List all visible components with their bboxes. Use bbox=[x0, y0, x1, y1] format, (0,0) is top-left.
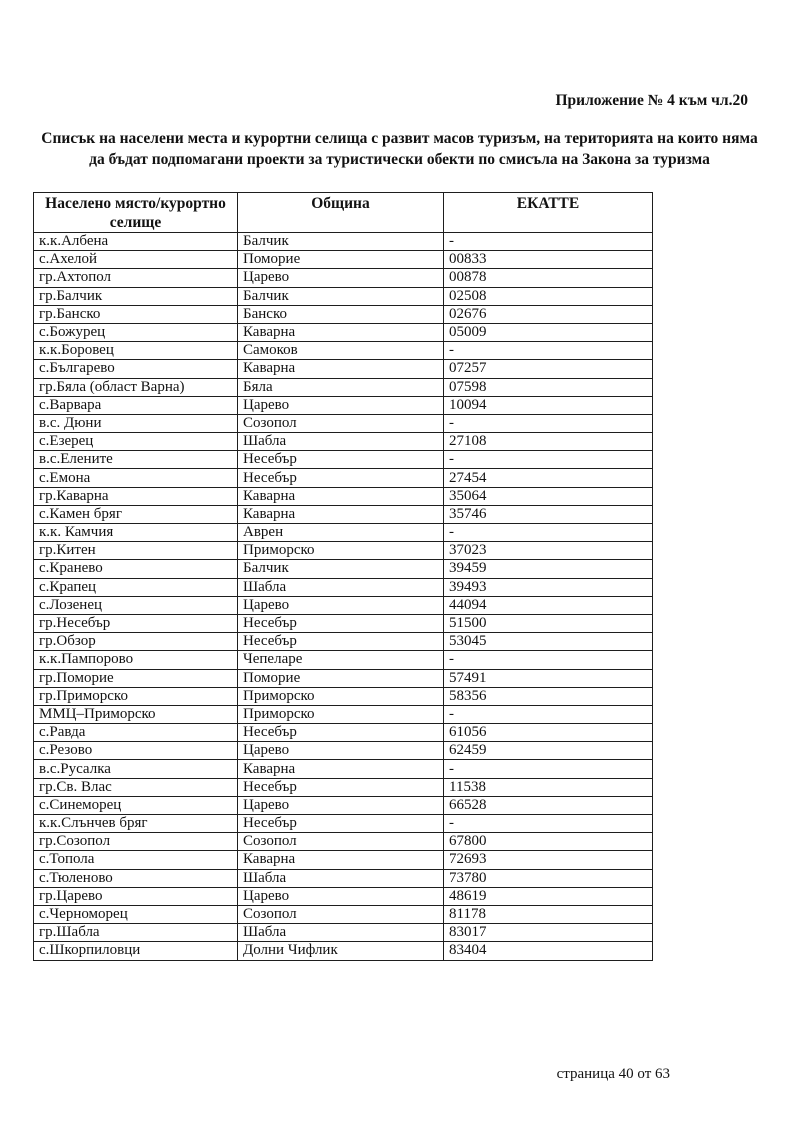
document-title: Списък на населени места и курортни селища с развит масов туризъм, на територията на които няма да бъдат подпомагани проекти за туристически обекти по смисъла на Закона за туризма bbox=[41, 130, 758, 168]
table-row bbox=[34, 233, 653, 251]
table-row bbox=[34, 251, 653, 269]
cell-municipality: Приморско bbox=[238, 542, 444, 560]
cell-municipality: Приморско bbox=[238, 705, 444, 723]
cell-settlement: гр.Приморско bbox=[34, 687, 238, 705]
cell-ekatte: 39459 bbox=[444, 560, 653, 578]
cell-settlement: к.к.Албена bbox=[34, 233, 238, 251]
cell-municipality: Несебър bbox=[238, 815, 444, 833]
cell-settlement: гр.Бяла (област Варна) bbox=[34, 378, 238, 396]
cell-settlement: к.к. Камчия bbox=[34, 524, 238, 542]
cell-municipality: Созопол bbox=[238, 414, 444, 432]
table-row bbox=[34, 451, 653, 469]
table-row bbox=[34, 942, 653, 960]
cell-settlement: с.Резово bbox=[34, 742, 238, 760]
table-row bbox=[34, 705, 653, 723]
cell-municipality: Созопол bbox=[238, 905, 444, 923]
cell-municipality: Каварна bbox=[238, 760, 444, 778]
cell-ekatte: 58356 bbox=[444, 687, 653, 705]
settlements-table bbox=[33, 192, 653, 961]
cell-settlement: к.к.Пампорово bbox=[34, 651, 238, 669]
cell-municipality: Несебър bbox=[238, 778, 444, 796]
cell-settlement: с.Черноморец bbox=[34, 905, 238, 923]
cell-municipality: Каварна bbox=[238, 487, 444, 505]
table-row bbox=[34, 323, 653, 341]
table-row bbox=[34, 596, 653, 614]
cell-ekatte: - bbox=[444, 651, 653, 669]
cell-settlement: к.к.Слънчев бряг bbox=[34, 815, 238, 833]
table-row bbox=[34, 760, 653, 778]
cell-settlement: гр.Созопол bbox=[34, 833, 238, 851]
cell-settlement: гр.Царево bbox=[34, 887, 238, 905]
cell-settlement: в.с.Елените bbox=[34, 451, 238, 469]
cell-ekatte: 72693 bbox=[444, 851, 653, 869]
cell-municipality: Бяла bbox=[238, 378, 444, 396]
cell-settlement: гр.Шабла bbox=[34, 924, 238, 942]
cell-settlement: к.к.Боровец bbox=[34, 342, 238, 360]
cell-settlement: с.Топола bbox=[34, 851, 238, 869]
cell-ekatte: 02676 bbox=[444, 305, 653, 323]
cell-municipality: Поморие bbox=[238, 251, 444, 269]
cell-municipality: Балчик bbox=[238, 233, 444, 251]
table-row bbox=[34, 378, 653, 396]
cell-ekatte: 37023 bbox=[444, 542, 653, 560]
cell-ekatte: 39493 bbox=[444, 578, 653, 596]
cell-ekatte: 07257 bbox=[444, 360, 653, 378]
page-number: страница 40 от 63 bbox=[556, 1066, 670, 1082]
cell-ekatte: 44094 bbox=[444, 596, 653, 614]
cell-municipality: Созопол bbox=[238, 833, 444, 851]
col-header-municipality: Община bbox=[238, 193, 444, 233]
table-row bbox=[34, 542, 653, 560]
cell-settlement: гр.Каварна bbox=[34, 487, 238, 505]
table-row bbox=[34, 851, 653, 869]
cell-municipality: Несебър bbox=[238, 724, 444, 742]
cell-ekatte: 53045 bbox=[444, 633, 653, 651]
cell-ekatte: - bbox=[444, 342, 653, 360]
table-row bbox=[34, 614, 653, 632]
table-row bbox=[34, 396, 653, 414]
cell-municipality: Шабла bbox=[238, 924, 444, 942]
table-row bbox=[34, 633, 653, 651]
table-row bbox=[34, 287, 653, 305]
col-header-settlement: Населено място/курортно селище bbox=[34, 193, 238, 233]
cell-ekatte: 48619 bbox=[444, 887, 653, 905]
table-row bbox=[34, 669, 653, 687]
table-row bbox=[34, 433, 653, 451]
cell-municipality: Самоков bbox=[238, 342, 444, 360]
col-header-ekatte: ЕКАТТЕ bbox=[444, 193, 653, 233]
cell-settlement: в.с.Русалка bbox=[34, 760, 238, 778]
cell-ekatte: 67800 bbox=[444, 833, 653, 851]
cell-municipality: Каварна bbox=[238, 323, 444, 341]
table-row bbox=[34, 578, 653, 596]
table-row bbox=[34, 505, 653, 523]
cell-ekatte: - bbox=[444, 760, 653, 778]
cell-settlement: гр.Несебър bbox=[34, 614, 238, 632]
cell-ekatte: 00833 bbox=[444, 251, 653, 269]
cell-municipality: Приморско bbox=[238, 687, 444, 705]
table-row bbox=[34, 414, 653, 432]
cell-settlement: с.Варвара bbox=[34, 396, 238, 414]
table-row bbox=[34, 796, 653, 814]
table-row bbox=[34, 487, 653, 505]
cell-municipality: Банско bbox=[238, 305, 444, 323]
cell-ekatte: 83404 bbox=[444, 942, 653, 960]
cell-settlement: гр.Поморие bbox=[34, 669, 238, 687]
cell-municipality: Шабла bbox=[238, 578, 444, 596]
cell-ekatte: 61056 bbox=[444, 724, 653, 742]
cell-ekatte: 62459 bbox=[444, 742, 653, 760]
table-row bbox=[34, 924, 653, 942]
table-row bbox=[34, 524, 653, 542]
cell-municipality: Несебър bbox=[238, 614, 444, 632]
cell-settlement: с.Езерец bbox=[34, 433, 238, 451]
cell-ekatte: 00878 bbox=[444, 269, 653, 287]
table-row bbox=[34, 360, 653, 378]
cell-settlement: гр.Китен bbox=[34, 542, 238, 560]
cell-settlement: с.Българево bbox=[34, 360, 238, 378]
cell-ekatte: 27454 bbox=[444, 469, 653, 487]
cell-settlement: с.Божурец bbox=[34, 323, 238, 341]
cell-municipality: Царево bbox=[238, 742, 444, 760]
table-row bbox=[34, 742, 653, 760]
cell-ekatte: 57491 bbox=[444, 669, 653, 687]
cell-settlement: с.Равда bbox=[34, 724, 238, 742]
annex-reference: Приложение № 4 към чл.20 bbox=[555, 92, 748, 109]
table-row bbox=[34, 905, 653, 923]
cell-ekatte: - bbox=[444, 233, 653, 251]
table-row bbox=[34, 469, 653, 487]
cell-municipality: Несебър bbox=[238, 451, 444, 469]
cell-ekatte: 83017 bbox=[444, 924, 653, 942]
cell-municipality: Царево bbox=[238, 269, 444, 287]
cell-ekatte: - bbox=[444, 451, 653, 469]
cell-ekatte: 10094 bbox=[444, 396, 653, 414]
table-row bbox=[34, 269, 653, 287]
table-row bbox=[34, 687, 653, 705]
table-row bbox=[34, 833, 653, 851]
cell-municipality: Долни Чифлик bbox=[238, 942, 444, 960]
cell-settlement: с.Камен бряг bbox=[34, 505, 238, 523]
cell-municipality: Каварна bbox=[238, 851, 444, 869]
table-row bbox=[34, 887, 653, 905]
cell-municipality: Царево bbox=[238, 596, 444, 614]
cell-ekatte: - bbox=[444, 524, 653, 542]
cell-settlement: с.Емона bbox=[34, 469, 238, 487]
table-row bbox=[34, 560, 653, 578]
cell-settlement: ММЦ–Приморско bbox=[34, 705, 238, 723]
table-row bbox=[34, 651, 653, 669]
cell-ekatte: 02508 bbox=[444, 287, 653, 305]
cell-ekatte: 81178 bbox=[444, 905, 653, 923]
cell-settlement: гр.Банско bbox=[34, 305, 238, 323]
cell-ekatte: 05009 bbox=[444, 323, 653, 341]
cell-municipality: Балчик bbox=[238, 287, 444, 305]
cell-settlement: с.Крапец bbox=[34, 578, 238, 596]
cell-municipality: Царево bbox=[238, 887, 444, 905]
table-row bbox=[34, 342, 653, 360]
table-row bbox=[34, 724, 653, 742]
cell-settlement: с.Ахелой bbox=[34, 251, 238, 269]
cell-settlement: в.с. Дюни bbox=[34, 414, 238, 432]
cell-municipality: Шабла bbox=[238, 433, 444, 451]
cell-ekatte: - bbox=[444, 705, 653, 723]
cell-municipality: Царево bbox=[238, 796, 444, 814]
cell-municipality: Аврен bbox=[238, 524, 444, 542]
cell-ekatte: - bbox=[444, 815, 653, 833]
cell-ekatte: 35064 bbox=[444, 487, 653, 505]
table-row bbox=[34, 815, 653, 833]
cell-settlement: гр.Св. Влас bbox=[34, 778, 238, 796]
cell-settlement: с.Синеморец bbox=[34, 796, 238, 814]
cell-settlement: гр.Ахтопол bbox=[34, 269, 238, 287]
cell-municipality: Балчик bbox=[238, 560, 444, 578]
table-header-row bbox=[34, 193, 653, 233]
table-row bbox=[34, 869, 653, 887]
cell-municipality: Поморие bbox=[238, 669, 444, 687]
cell-municipality: Каварна bbox=[238, 505, 444, 523]
cell-ekatte: 66528 bbox=[444, 796, 653, 814]
table-row bbox=[34, 778, 653, 796]
cell-settlement: с.Тюленово bbox=[34, 869, 238, 887]
cell-municipality: Чепеларе bbox=[238, 651, 444, 669]
table-body bbox=[34, 233, 653, 961]
cell-ekatte: 35746 bbox=[444, 505, 653, 523]
cell-settlement: с.Шкорпиловци bbox=[34, 942, 238, 960]
cell-settlement: с.Лозенец bbox=[34, 596, 238, 614]
cell-municipality: Царево bbox=[238, 396, 444, 414]
cell-ekatte: 27108 bbox=[444, 433, 653, 451]
table-row bbox=[34, 305, 653, 323]
cell-municipality: Несебър bbox=[238, 469, 444, 487]
cell-ekatte: 11538 bbox=[444, 778, 653, 796]
cell-municipality: Каварна bbox=[238, 360, 444, 378]
cell-ekatte: 73780 bbox=[444, 869, 653, 887]
cell-ekatte: 51500 bbox=[444, 614, 653, 632]
cell-settlement: гр.Балчик bbox=[34, 287, 238, 305]
cell-ekatte: - bbox=[444, 414, 653, 432]
cell-municipality: Шабла bbox=[238, 869, 444, 887]
cell-settlement: гр.Обзор bbox=[34, 633, 238, 651]
cell-municipality: Несебър bbox=[238, 633, 444, 651]
cell-settlement: с.Кранево bbox=[34, 560, 238, 578]
cell-ekatte: 07598 bbox=[444, 378, 653, 396]
